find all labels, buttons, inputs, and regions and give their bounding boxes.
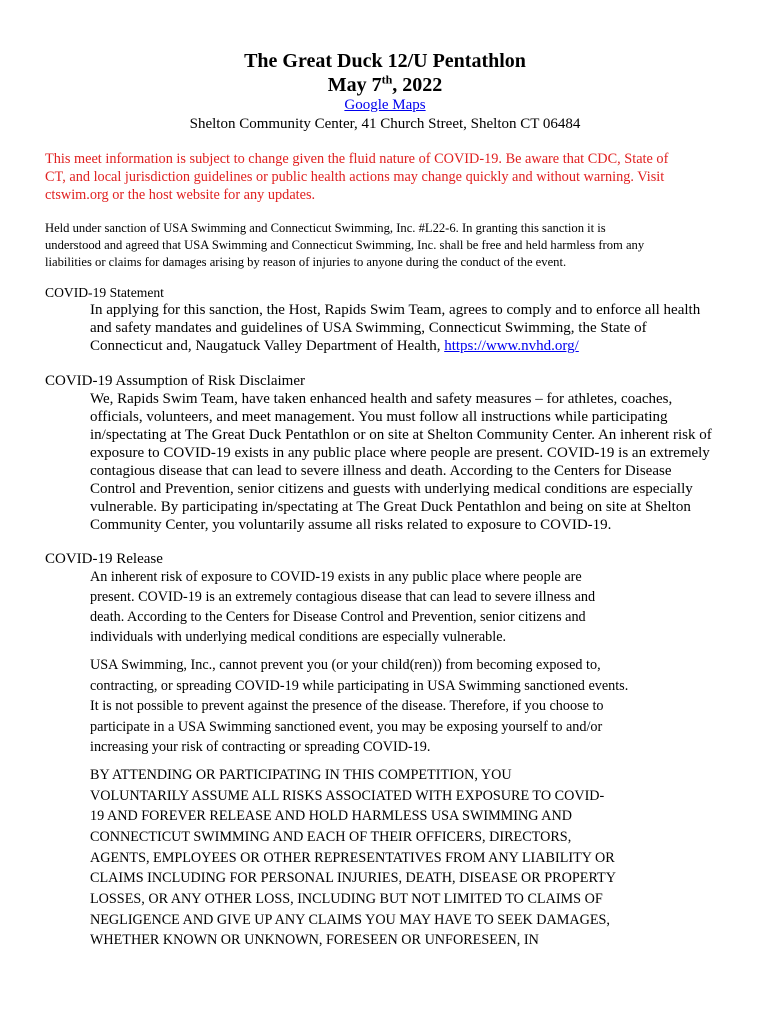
release-p2-line: It is not possible to prevent against the presence of the disease. Therefore, if you choose to <box>90 698 604 714</box>
risk-disclaimer-line: Community Center, you voluntarily assume all risks related to exposure to COVID-19. <box>90 517 612 533</box>
release-p3-line: NEGLIGENCE AND GIVE UP ANY CLAIMS YOU MAY HAVE TO SEEK DAMAGES, <box>90 912 610 928</box>
covid-notice-line: CT, and local jurisdiction guidelines or public health actions may change quickly and without warning. Visit <box>45 169 665 185</box>
release-p1-line: death. According to the Centers for Disease Control and Prevention, senior citizens and <box>90 609 586 625</box>
risk-disclaimer-line: We, Rapids Swim Team, have taken enhanced health and safety measures – for athletes, coaches, <box>90 391 673 407</box>
risk-disclaimer-line: in/spectating at The Great Duck Pentathlon or on site at Shelton Community Center. An inherent risk of <box>90 427 712 443</box>
risk-disclaimer-line: vulnerable. By participating in/spectating at The Great Duck Pentathlon and being on site at Shelton <box>90 499 691 515</box>
sanction-line: understood and agreed that USA Swimming and Connecticut Swimming, Inc. shall be free and held harmless from any <box>45 238 645 252</box>
release-p2-line: increasing your risk of contracting or spreading COVID-19. <box>90 739 431 755</box>
risk-disclaimer-line: officials, volunteers, and meet management. You must follow all instructions while participating <box>90 409 668 425</box>
covid-statement-line <box>90 337 579 355</box>
covid-notice-line: This meet information is subject to change given the fluid nature of COVID-19. Be aware that CDC, State of <box>45 151 669 167</box>
date-suffix: , 2022 <box>392 74 443 96</box>
google-maps-link[interactable]: Google Maps <box>344 97 426 113</box>
release-p3-line: AGENTS, EMPLOYEES OR OTHER REPRESENTATIVES FROM ANY LIABILITY OR <box>90 850 615 866</box>
release-p3-line: CLAIMS INCLUDING FOR PERSONAL INJURIES, DEATH, DISEASE OR PROPERTY <box>90 870 616 886</box>
release-p3-line: BY ATTENDING OR PARTICIPATING IN THIS COMPETITION, YOU <box>90 767 512 783</box>
date-superscript: th <box>381 72 393 87</box>
sanction-line: liabilities or claims for damages arising by reason of injuries to anyone during the conduct of the event. <box>45 255 567 269</box>
release-p1-line: An inherent risk of exposure to COVID-19 exists in any public place where people are <box>90 569 582 585</box>
release-p2-line: participate in a USA Swimming sanctioned event, you may be exposing yourself to and/or <box>90 719 603 735</box>
sanction-line: Held under sanction of USA Swimming and Connecticut Swimming, Inc. #L22-6. In granting this sanction it is <box>45 221 606 235</box>
covid-statement-heading: COVID-19 Statement <box>45 285 164 300</box>
risk-disclaimer-heading: COVID-19 Assumption of Risk Disclaimer <box>45 373 305 389</box>
release-heading: COVID-19 Release <box>45 551 163 567</box>
maps-link-row <box>0 96 770 114</box>
release-p3-line: 19 AND FOREVER RELEASE AND HOLD HARMLESS USA SWIMMING AND <box>90 808 573 824</box>
risk-disclaimer-line: contagious disease that can lead to severe illness and death. According to the Centers for Disease <box>90 463 672 479</box>
nvhd-link[interactable]: https://www.nvhd.org/ <box>444 338 579 354</box>
venue-address: Shelton Community Center, 41 Church Street, Shelton CT 06484 <box>189 116 581 132</box>
release-p3-line: WHETHER KNOWN OR UNKNOWN, FORESEEN OR UNFORESEEN, IN <box>90 932 539 948</box>
risk-disclaimer-line: exposure to COVID-19 exists in any public place where people are present. COVID-19 is an extremely <box>90 445 710 461</box>
release-p2-line: USA Swimming, Inc., cannot prevent you (or your child(ren)) from becoming exposed to, <box>90 657 601 673</box>
covid-statement-line: and safety mandates and guidelines of USA Swimming, Connecticut Swimming, the State of <box>90 320 647 336</box>
covid-statement-text: Connecticut and, Naugatuck Valley Department of Health, <box>90 338 445 354</box>
release-p3-line: LOSSES, OR ANY OTHER LOSS, INCLUDING BUT NOT LIMITED TO CLAIMS OF <box>90 891 603 907</box>
release-p1-line: individuals with underlying medical conditions are especially vulnerable. <box>90 629 507 645</box>
risk-disclaimer-line: Control and Prevention, senior citizens and guests with underlying medical conditions are especially <box>90 481 693 497</box>
page-title: The Great Duck 12/U Pentathlon <box>244 50 526 72</box>
release-p3-line: VOLUNTARILY ASSUME ALL RISKS ASSOCIATED WITH EXPOSURE TO COVID- <box>90 788 605 804</box>
release-p3-line: CONNECTICUT SWIMMING AND EACH OF THEIR OFFICERS, DIRECTORS, <box>90 829 572 845</box>
date-prefix: May 7 <box>327 74 382 96</box>
release-p2-line: contracting, or spreading COVID-19 while participating in USA Swimming sanctioned events. <box>90 678 629 694</box>
release-p1-line: present. COVID-19 is an extremely contagious disease that can lead to severe illness and <box>90 589 596 605</box>
covid-statement-line: In applying for this sanction, the Host, Rapids Swim Team, agrees to comply and to enforce all health <box>90 302 701 318</box>
event-date <box>0 74 770 96</box>
covid-notice-line: ctswim.org or the host website for any updates. <box>45 187 316 203</box>
